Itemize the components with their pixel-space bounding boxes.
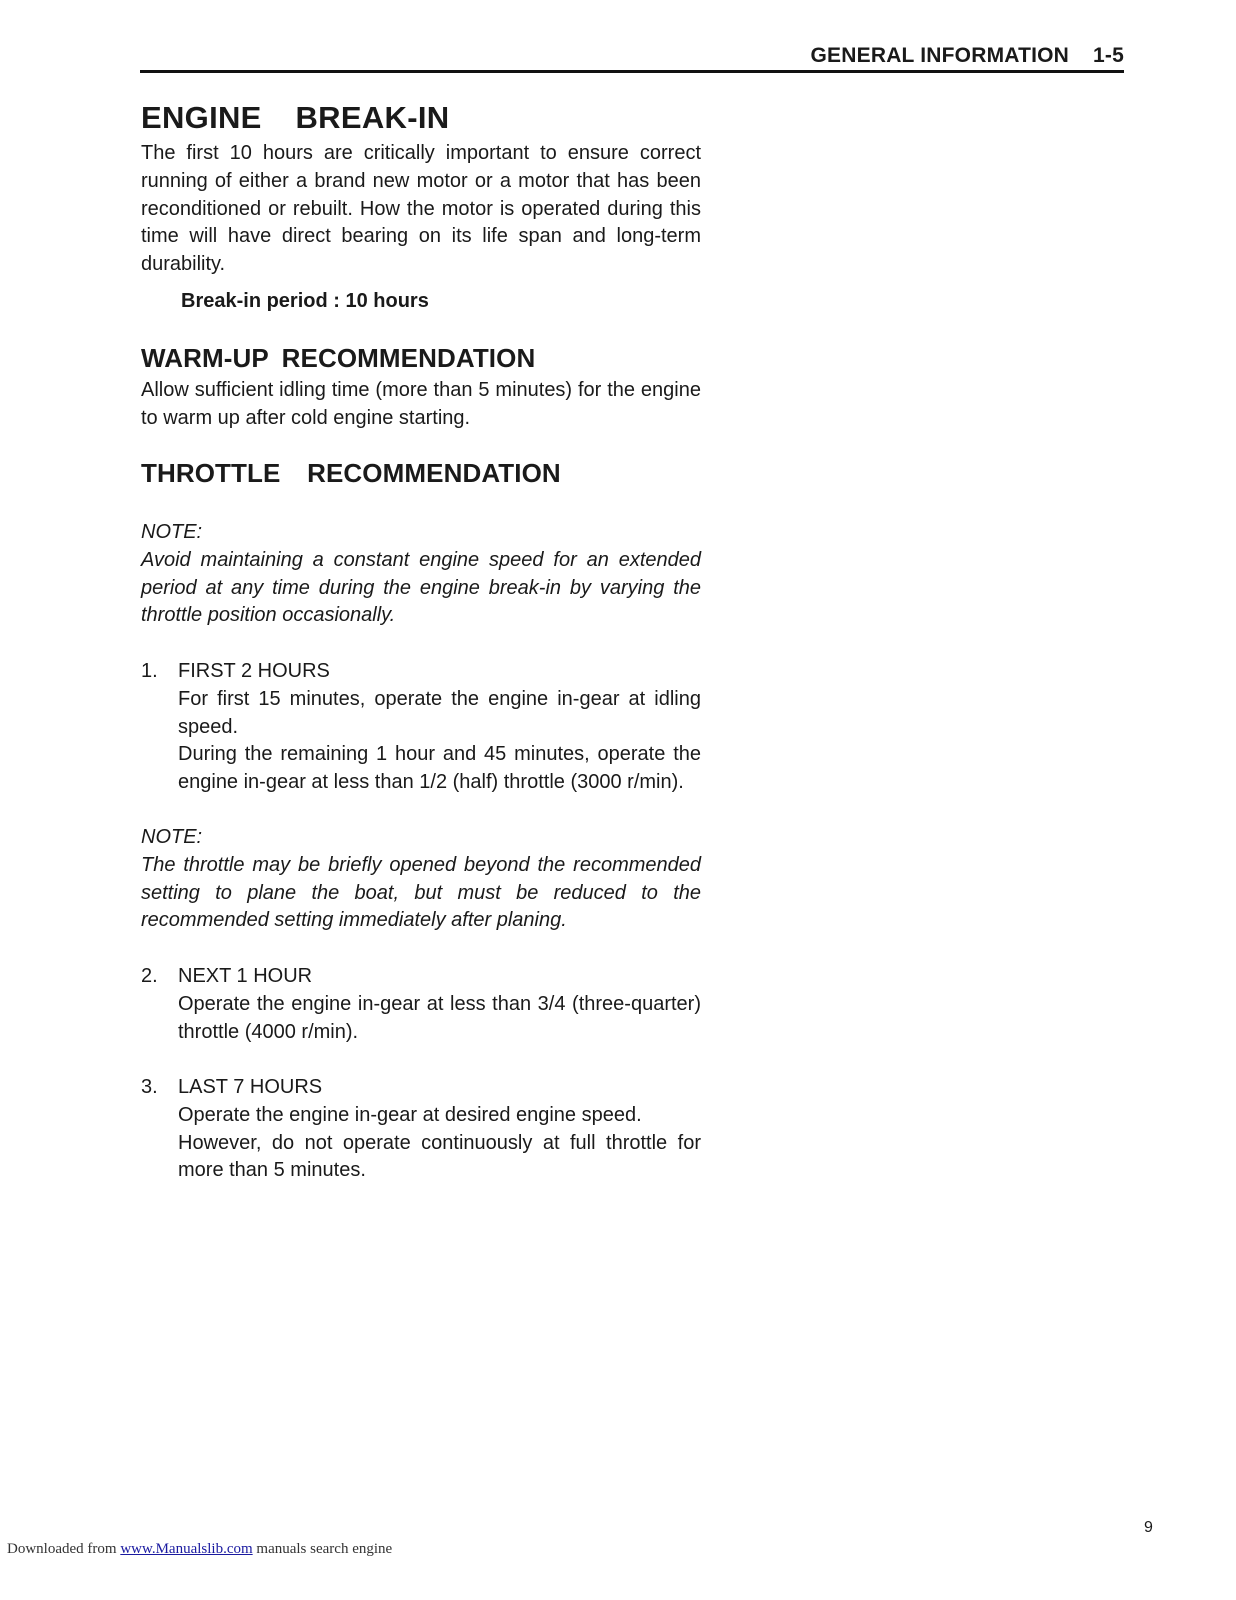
step-2-line-1: Operate the engine in-gear at less than 3/4 (three-quarter) throttle (4000 r/min). [178, 992, 701, 1043]
break-in-period-spec: Break-in period : 10 hours [181, 290, 429, 312]
header-section: GENERAL INFORMATION [810, 44, 1070, 67]
note-2-label: NOTE: [141, 826, 203, 848]
step-1-text [178, 686, 701, 797]
step-3-text [178, 1102, 701, 1185]
engine-break-in-body [141, 140, 701, 279]
engine-break-in-paragraph: The first 10 hours are critically important to ensure correct running of either a brand new motor or a motor that has been reconditioned or rebuilt. How the motor is operated during this time will have direct bearing on its life span and long-term durability. [141, 142, 701, 276]
header-page-ref: 1-5 [1093, 44, 1124, 67]
note-1-text: Avoid maintaining a constant engine speed for an extended period at any time during the engine break-in by varying the throttle position occasionally. [141, 548, 701, 627]
header-title [811, 44, 1124, 68]
step-1-line-2: During the remaining 1 hour and 45 minutes, operate the engine in-gear at less than 1/2 (half) throttle (3000 r/min). [178, 743, 701, 794]
step-3-line-2: However, do not operate continuously at full throttle for more than 5 minutes. [178, 1131, 701, 1182]
engine-break-in-heading: ENGINE BREAK-IN [141, 100, 450, 135]
page-header [140, 44, 1124, 73]
step-2-number: 2. [141, 965, 158, 987]
note-1 [141, 519, 701, 630]
step-3-title: LAST 7 HOURS [178, 1076, 323, 1098]
note-2-text: The throttle may be briefly opened beyond the recommended setting to plane the boat, but must be reduced to the recommended setting immediately after planing. [141, 853, 701, 932]
manualslib-link[interactable]: www.Manualslib.com [120, 1541, 253, 1557]
step-1-number: 1. [141, 660, 158, 682]
download-footer [7, 1541, 392, 1558]
step-2-title: NEXT 1 HOUR [178, 965, 313, 987]
step-3-number: 3. [141, 1076, 158, 1098]
note-2 [141, 824, 701, 935]
note-1-label: NOTE: [141, 521, 203, 543]
step-1-title: FIRST 2 HOURS [178, 660, 330, 682]
warm-up-paragraph: Allow sufficient idling time (more than 5 minutes) for the engine to warm up after cold engine starting. [141, 379, 701, 429]
footer-suffix: manuals search engine [256, 1541, 393, 1557]
step-3-line-1: Operate the engine in-gear at desired engine speed. [178, 1103, 642, 1126]
warm-up-body [141, 377, 701, 433]
footer-prefix: Downloaded from [7, 1541, 117, 1557]
step-1-line-1: For first 15 minutes, operate the engine in-gear at idling speed. [178, 687, 701, 738]
step-2-text [178, 991, 701, 1047]
page-number: 9 [1144, 1519, 1153, 1536]
warm-up-heading: WARM-UP RECOMMENDATION [141, 343, 536, 373]
throttle-heading: THROTTLE RECOMMENDATION [141, 458, 561, 488]
